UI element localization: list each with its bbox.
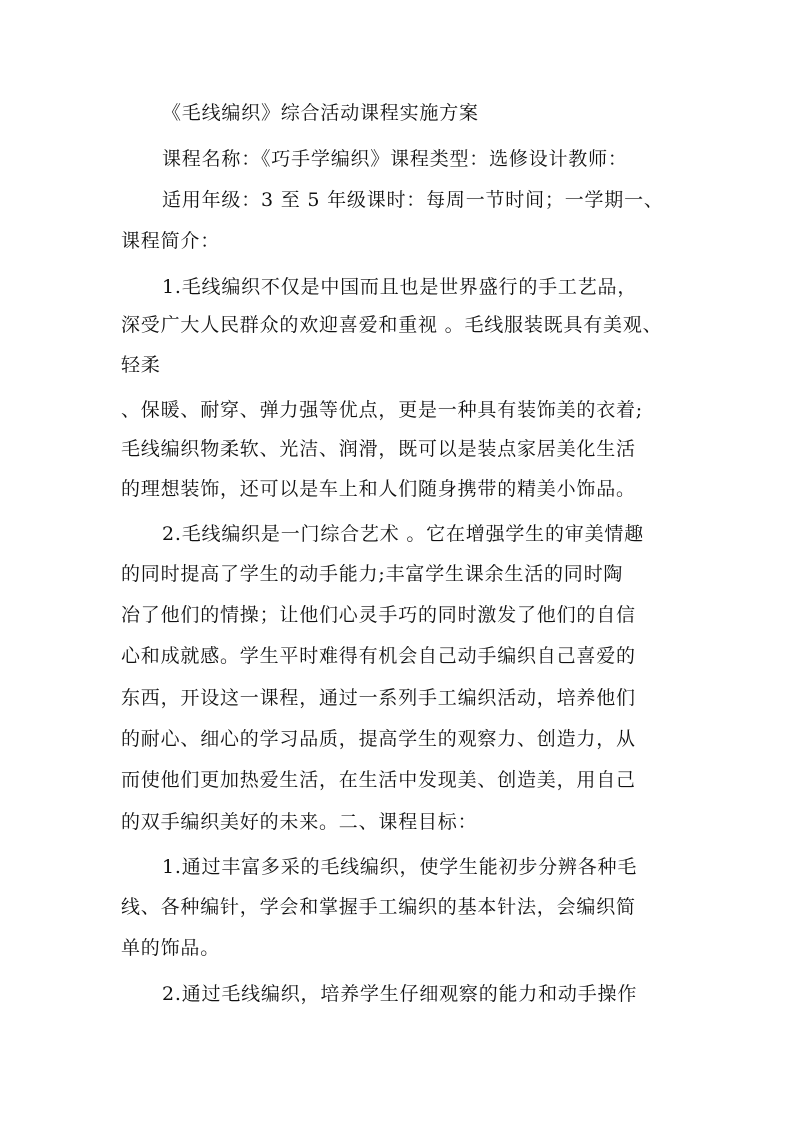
course-info-line: 适用年级：3 至 5 年级课时：每周一节时间；一学期一、 — [162, 189, 664, 211]
paragraph-line: 单的饰品。 — [121, 937, 221, 959]
paragraph-line: 线、各种编针，学会和掌握手工编织的基本针法，会编织简 — [121, 896, 636, 918]
paragraph-line: 的耐心、细心的学习品质，提高学生的观察力、创造力，从 — [121, 728, 636, 750]
paragraph-line: 1.通过丰富多采的毛线编织，使学生能初步分辨各种毛 — [162, 856, 638, 878]
paragraph-line: 东西，开设这一课程，通过一系列手工编织活动，培养他们 — [121, 687, 636, 709]
section-heading: 课程简介： — [121, 230, 221, 252]
paragraph-line: 1.毛线编织不仅是中国而且也是世界盛行的手工艺品， — [162, 276, 638, 298]
paragraph-line: 深受广大人民群众的欢迎喜爱和重视 。毛线服装既具有美观、 — [121, 314, 663, 336]
paragraph-line: 毛线编织物柔软、光洁、润滑，既可以是装点家居美化生活 — [121, 438, 636, 460]
course-info-line: 课程名称：《巧手学编织》课程类型：选修设计教师： — [162, 148, 628, 170]
document-title: 《毛线编织》综合活动课程实施方案 — [162, 102, 479, 124]
paragraph-line: 的理想装饰，还可以是车上和人们随身携带的精美小饰品。 — [121, 478, 636, 500]
paragraph-line: 冶了他们的情操；让他们心灵手巧的同时激发了他们的自信 — [121, 604, 636, 626]
paragraph-line: 、保暖、耐穿、弹力强等优点，更是一种具有装饰美的衣着; — [121, 399, 644, 421]
paragraph-line: 的双手编织美好的未来。二、课程目标： — [121, 811, 478, 833]
paragraph-line: 的同时提高了学生的动手能力;丰富学生课余生活的同时陶 — [121, 563, 624, 585]
paragraph-line: 而使他们更加热爱生活，在生活中发现美、创造美，用自己 — [121, 769, 636, 791]
paragraph-line: 心和成就感。学生平时难得有机会自己动手编织自己喜爱的 — [121, 645, 636, 667]
paragraph-line: 2.毛线编织是一门综合艺术 。它在增强学生的审美情趣 — [162, 523, 644, 545]
paragraph-line: 2.通过毛线编织，培养学生仔细观察的能力和动手操作 — [162, 983, 638, 1005]
paragraph-line: 轻柔 — [121, 354, 161, 376]
